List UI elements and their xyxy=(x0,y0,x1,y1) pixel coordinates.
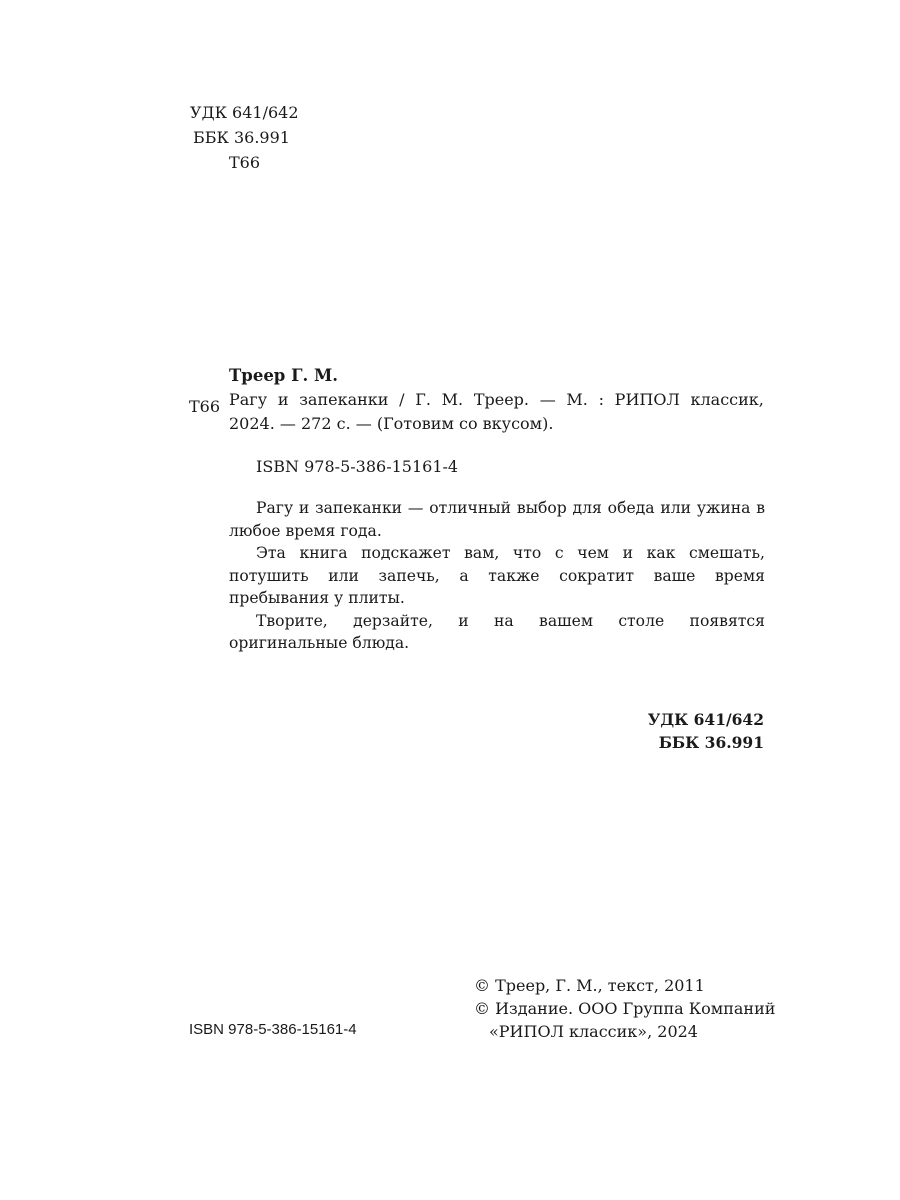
copyright-line-1: © Треер, Г. М., текст, 2011 xyxy=(474,976,705,995)
annotation xyxy=(229,497,765,655)
annotation-paragraph-1: Рагу и запеканки — отличный выбор для обеда или ужина в любое время года. xyxy=(229,499,765,540)
title-word: / xyxy=(399,390,405,409)
title-word: Треер. xyxy=(473,390,529,409)
author-sign-side: Т66 xyxy=(189,397,221,416)
title-word: Г. xyxy=(415,390,431,409)
annotation-paragraph-2: Эта книга подскажет вам, что с чем и как смешать, потушить или запечь, а также сократит ваше время пребывания у плиты. xyxy=(229,544,765,607)
isbn-footer: ISBN 978-5-386-15161-4 xyxy=(189,1021,357,1038)
title-word: классик, xyxy=(690,390,764,409)
annotation-paragraph-3: Творите, дерзайте, и на вашем столе появятся оригинальные блюда. xyxy=(229,611,765,652)
bibliographic-title-line-2: 2024. — 272 с. — (Готовим со вкусом). xyxy=(229,414,554,433)
title-word: запеканки xyxy=(299,390,389,409)
udk-code-bottom: УДК 641/642 xyxy=(647,710,764,729)
copyright-line-2: © Издание. ООО Группа Компаний xyxy=(474,999,776,1018)
title-word: М. xyxy=(441,390,464,409)
title-word: Рагу xyxy=(229,390,268,409)
bibliographic-title-line-1 xyxy=(229,392,764,408)
title-word: и xyxy=(277,390,289,409)
title-word: : xyxy=(598,390,604,409)
udk-code-top: УДК 641/642 xyxy=(190,103,299,122)
copyright-line-3: «РИПОЛ классик», 2024 xyxy=(489,1022,698,1041)
title-word: — xyxy=(539,390,556,409)
bbk-code-bottom: ББК 36.991 xyxy=(658,733,764,752)
isbn-main: ISBN 978-5-386-15161-4 xyxy=(256,457,459,476)
title-word: РИПОЛ xyxy=(614,390,680,409)
author-name: Треер Г. М. xyxy=(229,366,338,385)
title-word: М. xyxy=(566,390,588,409)
author-sign-top: Т66 xyxy=(229,153,261,172)
bbk-code-top: ББК 36.991 xyxy=(193,128,290,147)
